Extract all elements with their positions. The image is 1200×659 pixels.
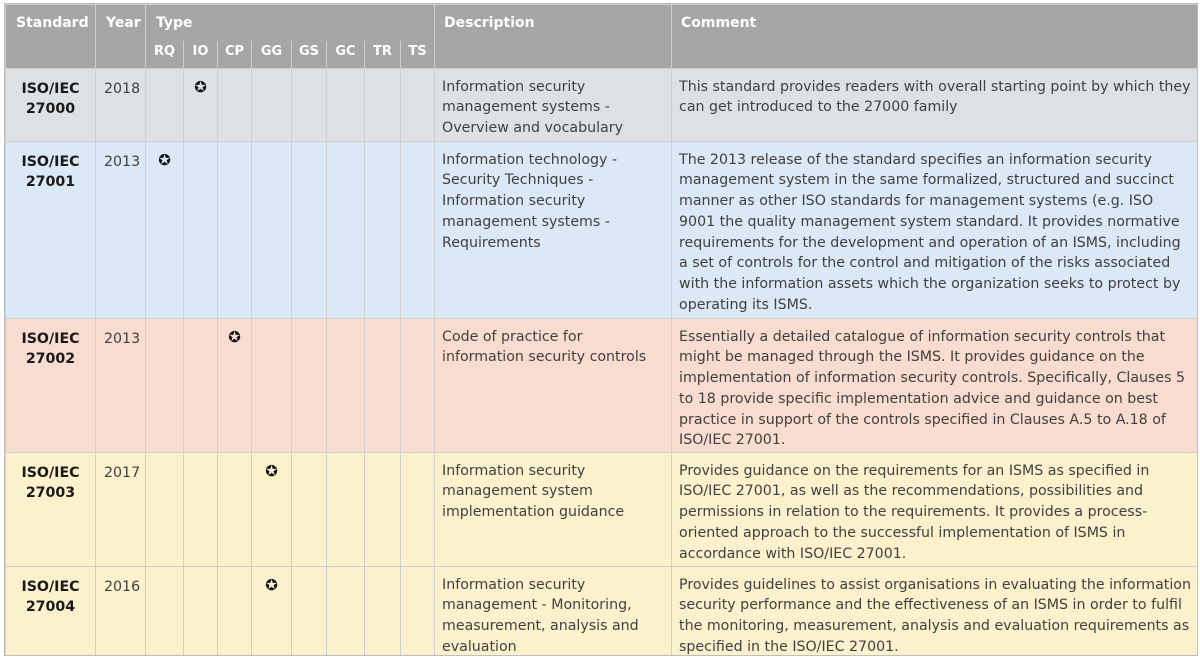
comment-cell: Essentially a detailed catalogue of information security controls that might be managed through the ISMS. It provides guidance on the implementation of information security controls. Specifically, Clauses 5 to 18 provide specific implementation advice and guidance on best practice in support of the controls specified in Clauses A.5 to A.18 of ISO/IEC 27001. — [672, 318, 1198, 452]
type-cell-gs — [292, 452, 327, 566]
type-cell-ts — [401, 68, 435, 141]
standard-prefix: ISO/IEC — [21, 153, 80, 170]
year-cell: 2013 — [96, 141, 146, 318]
type-cell-gg — [252, 141, 292, 318]
iso-standards-table — [5, 4, 1198, 656]
type-cell-io — [184, 566, 218, 656]
type-cell-rq — [146, 318, 184, 452]
type-marker-icon: ✪ — [228, 327, 241, 346]
type-cell-ts — [401, 318, 435, 452]
year-cell: 2018 — [96, 68, 146, 141]
type-marker-icon: ✪ — [158, 150, 171, 169]
type-cell-cp — [218, 452, 252, 566]
comment-cell: The 2013 release of the standard specifies an information security management system in the same formalized, structured and succinct manner as other ISO standards for management systems (e.g. ISO 9001 the quality management system standard. It provides normative requirements for the development and operation of an ISMS, including a set of controls for the control and mitigation of the risks associated with the information assets which the organization seeks to protect by operating its ISMS. — [672, 141, 1198, 318]
type-cell-gs — [292, 68, 327, 141]
comment-cell: Provides guidance on the requirements for an ISMS as specified in ISO/IEC 27001, as well as the recommendations, possibilities and permissions in relation to the requirements. It provides a process-oriented approach to the successful implementation of ISMS in accordance with ISO/IEC 27001. — [672, 452, 1198, 566]
table-row — [6, 566, 1199, 656]
type-cell-tr — [365, 318, 401, 452]
standard-cell — [6, 566, 96, 656]
type-cell-cp — [218, 141, 252, 318]
type-cell-ts — [401, 141, 435, 318]
type-cell-io — [184, 452, 218, 566]
type-cell-io — [184, 141, 218, 318]
header-description: Description — [435, 5, 672, 69]
type-cell-tr — [365, 141, 401, 318]
standard-prefix: ISO/IEC — [21, 80, 80, 97]
description-cell: Information security management - Monitoring, measurement, analysis and evaluation — [435, 566, 672, 656]
type-cell-gc — [327, 318, 365, 452]
standard-prefix: ISO/IEC — [21, 330, 80, 347]
standard-cell — [6, 68, 96, 141]
type-cell-ts — [401, 452, 435, 566]
standard-prefix: ISO/IEC — [21, 464, 80, 481]
table-row — [6, 141, 1199, 318]
type-code-header: RQ — [146, 41, 184, 69]
table-row — [6, 452, 1199, 566]
type-cell-gc — [327, 68, 365, 141]
standard-number: 27000 — [25, 101, 76, 118]
comment-cell: Provides guidelines to assist organisations in evaluating the information security performance and the effectiveness of an ISMS in order to fulfil the monitoring, measurement, analysis and evaluation requirements as specified in the ISO/IEC 27001. — [672, 566, 1198, 656]
type-cell-cp — [218, 68, 252, 141]
type-code-header: GG — [252, 41, 292, 69]
description-cell: Information security management systems - Overview and vocabulary — [435, 68, 672, 141]
table-body — [6, 68, 1199, 656]
header-standard: Standard — [6, 5, 96, 69]
type-cell-gs — [292, 141, 327, 318]
type-cell-tr — [365, 68, 401, 141]
table-row — [6, 318, 1199, 452]
type-cell-rq — [146, 452, 184, 566]
standard-number: 27001 — [25, 174, 76, 191]
type-cell-io — [184, 318, 218, 452]
type-code-header: GS — [292, 41, 327, 69]
type-cell-rq — [146, 566, 184, 656]
type-cell-gg — [252, 566, 292, 656]
comment-cell: This standard provides readers with overall starting point by which they can get introduced to the 27000 family — [672, 68, 1198, 141]
type-cell-gc — [327, 566, 365, 656]
standard-number: 27004 — [25, 599, 76, 616]
description-cell: Information technology - Security Techniques - Information security management systems - Requirements — [435, 141, 672, 318]
standards-table-container — [4, 3, 1198, 656]
type-cell-gs — [292, 318, 327, 452]
standard-cell — [6, 141, 96, 318]
year-cell: 2017 — [96, 452, 146, 566]
type-cell-gg — [252, 68, 292, 141]
type-marker-icon: ✪ — [194, 77, 207, 96]
type-cell-gg — [252, 452, 292, 566]
type-cell-gg — [252, 318, 292, 452]
type-code-header: TS — [401, 41, 435, 69]
type-cell-rq — [146, 141, 184, 318]
type-code-header: IO — [184, 41, 218, 69]
type-cell-gc — [327, 141, 365, 318]
header-year: Year — [96, 5, 146, 69]
type-code-header: CP — [218, 41, 252, 69]
type-marker-icon: ✪ — [265, 461, 278, 480]
type-code-header: TR — [365, 41, 401, 69]
standard-number: 27002 — [25, 351, 76, 368]
type-cell-io — [184, 68, 218, 141]
type-cell-gc — [327, 452, 365, 566]
year-cell: 2013 — [96, 318, 146, 452]
type-cell-cp — [218, 566, 252, 656]
standard-prefix: ISO/IEC — [21, 578, 80, 595]
standard-number: 27003 — [25, 485, 76, 502]
type-cell-tr — [365, 566, 401, 656]
header-comment: Comment — [672, 5, 1198, 69]
description-cell: Code of practice for information security controls — [435, 318, 672, 452]
description-cell: Information security management system implementation guidance — [435, 452, 672, 566]
header-type: Type — [146, 5, 435, 41]
type-cell-cp — [218, 318, 252, 452]
type-marker-icon: ✪ — [265, 575, 278, 594]
standard-cell — [6, 452, 96, 566]
type-cell-gs — [292, 566, 327, 656]
table-row — [6, 68, 1199, 141]
type-code-header: GC — [327, 41, 365, 69]
type-cell-tr — [365, 452, 401, 566]
type-cell-rq — [146, 68, 184, 141]
standard-cell — [6, 318, 96, 452]
type-cell-ts — [401, 566, 435, 656]
year-cell: 2016 — [96, 566, 146, 656]
